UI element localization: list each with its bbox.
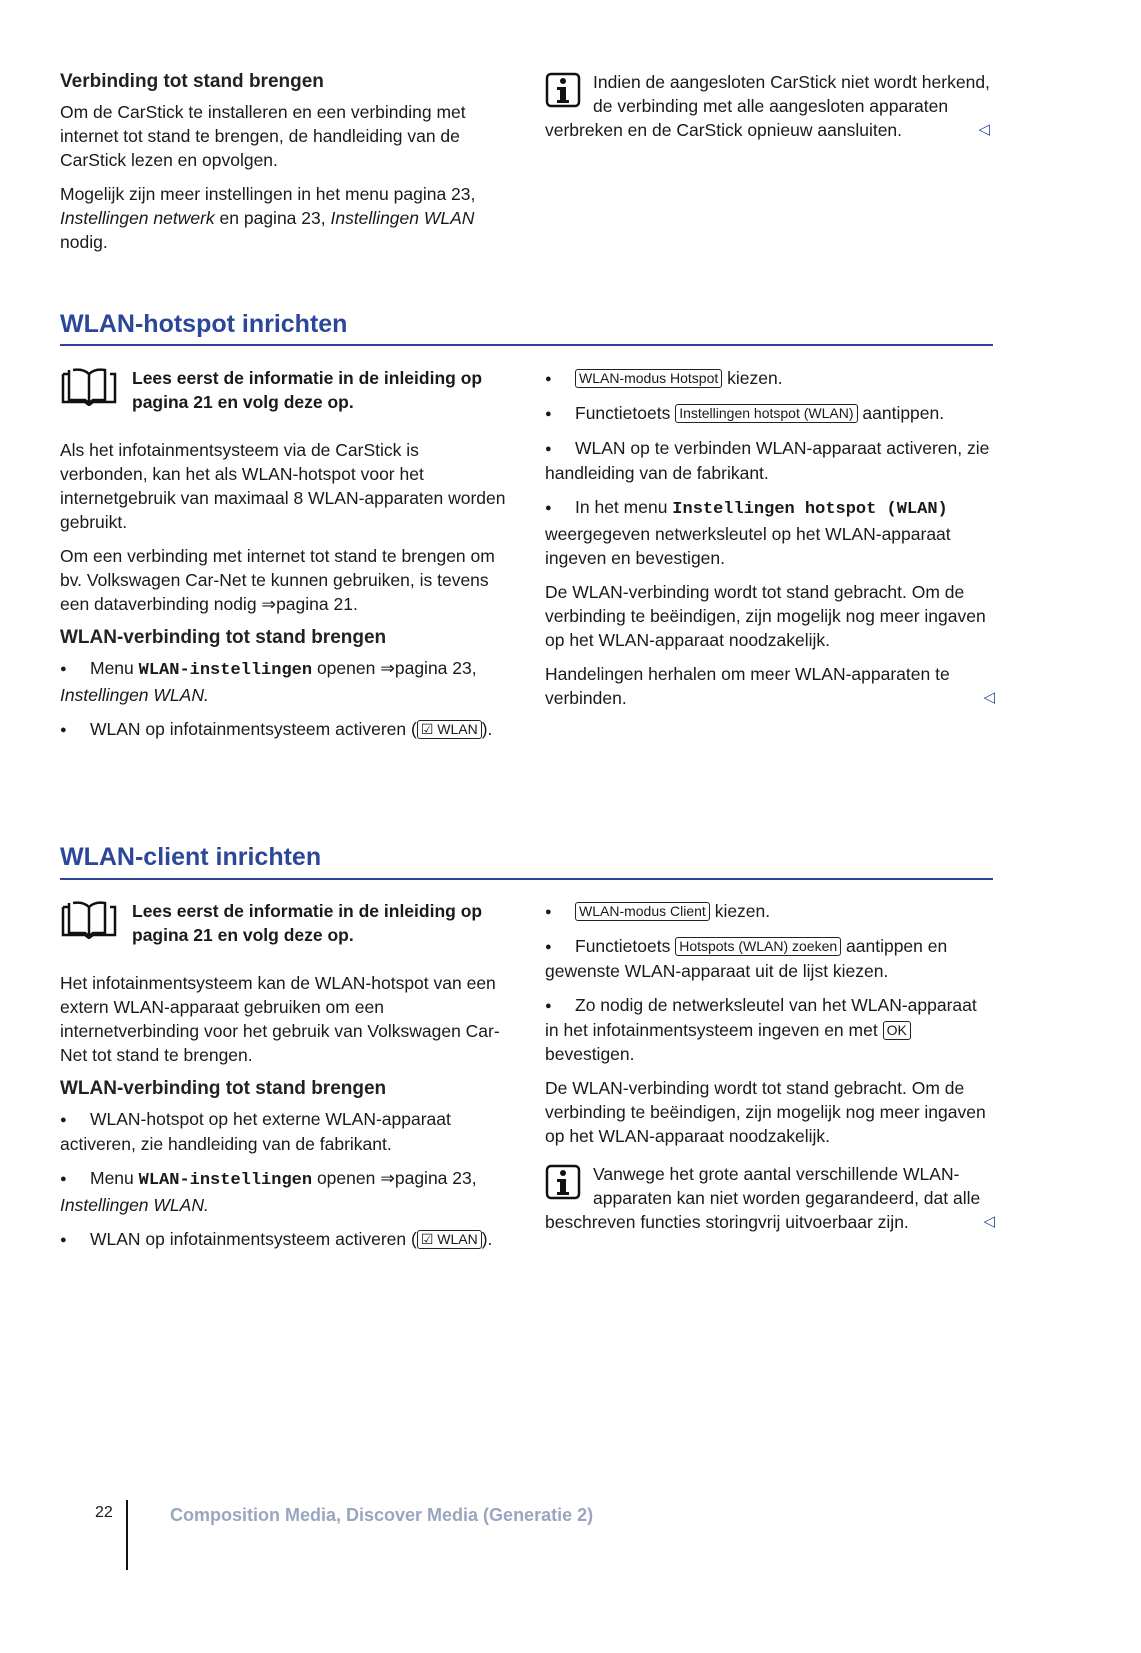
list-item xyxy=(545,934,995,983)
list-item xyxy=(545,366,995,391)
list-item xyxy=(60,656,508,707)
text-run: nodig. xyxy=(60,232,108,252)
paragraph xyxy=(60,971,508,1067)
italic-text: Instellingen netwerk xyxy=(60,208,215,228)
paragraph xyxy=(545,1076,995,1148)
list-item xyxy=(545,899,995,924)
section-divider xyxy=(60,878,993,880)
text-run: Menu xyxy=(90,658,139,678)
text-run: en pagina 23, xyxy=(214,208,331,228)
text-run: Zo nodig de netwerksleutel van het WLAN-apparaat in het infotainmentsysteem ingeven en met xyxy=(545,995,977,1040)
hotspot-left xyxy=(60,366,508,752)
end-marker-icon: ◁ xyxy=(983,1213,995,1230)
text-run: WLAN op infotainmentsysteem activeren ( xyxy=(90,1229,417,1249)
info-text xyxy=(545,70,990,142)
hotspot-right xyxy=(545,366,995,720)
info-box xyxy=(545,70,990,152)
text-run: Functietoets xyxy=(575,936,676,956)
text-run: Handelingen herhalen om meer WLAN-apparaten te verbinden. xyxy=(545,664,950,708)
info-text xyxy=(545,1162,995,1234)
list-item xyxy=(60,1166,508,1217)
read-first-note: Lees eerst de informatie in de inleiding op pagina 21 en volg deze op. xyxy=(60,899,508,947)
menu-name: WLAN-instellingen xyxy=(138,1171,313,1190)
paragraph xyxy=(60,544,508,616)
text-run: Functietoets xyxy=(575,403,676,423)
bullet-list xyxy=(545,366,995,570)
info-box xyxy=(545,1162,995,1234)
text-run: openen ⇒pagina 23, xyxy=(312,1168,477,1188)
end-marker-icon: ◁ xyxy=(978,121,990,138)
text-run: openen ⇒pagina 23, xyxy=(312,658,477,678)
menu-name: Instellingen hotspot (WLAN) xyxy=(672,500,948,519)
list-item xyxy=(545,401,995,426)
list-item xyxy=(60,1107,508,1156)
text-run: ). xyxy=(481,719,493,739)
subheading: WLAN-verbinding tot stand brengen xyxy=(60,1078,387,1099)
text-run: Vanwege het grote aantal verschillende WLAN-apparaten kan niet worden gegarandeerd, dat alle beschreven functies storingvrij uitvoerbaar zijn. xyxy=(545,1164,981,1232)
list-item xyxy=(545,993,995,1066)
footer-title: Composition Media, Discover Media (Generatie 2) xyxy=(170,1505,594,1525)
key-button: ☑ WLAN xyxy=(417,720,482,739)
text-run: kiezen. xyxy=(722,368,783,388)
section-divider xyxy=(60,344,993,346)
book-icon xyxy=(60,366,118,406)
text-run: bevestigen. xyxy=(545,1044,635,1064)
text-run: In het menu xyxy=(575,497,673,517)
menu-name: WLAN-instellingen xyxy=(138,661,313,680)
italic-text: Instellingen WLAN. xyxy=(60,1195,209,1215)
italic-text: Instellingen WLAN xyxy=(330,208,475,228)
client-right xyxy=(545,899,995,1244)
end-marker-icon: ◁ xyxy=(983,689,995,706)
subheading: WLAN-verbinding tot stand brengen xyxy=(60,627,387,648)
footer-divider xyxy=(126,1500,128,1570)
bullet-list xyxy=(545,899,995,1066)
text-run: Om de CarStick te installeren en een verbinding met internet tot stand te brengen, de handleiding van de CarStick lezen en opvolgen. xyxy=(60,102,466,170)
list-item xyxy=(60,1227,508,1252)
key-button: Hotspots (WLAN) zoeken xyxy=(675,937,841,956)
text-run: kiezen. xyxy=(709,901,771,921)
text-run: De WLAN-verbinding wordt tot stand gebracht. Om de verbinding te beëindigen, zijn mogelijk nog meer ingaven op het WLAN-apparaat noodzakelijk. xyxy=(545,582,986,650)
section-title: WLAN-client inrichten xyxy=(60,843,322,871)
italic-text: Instellingen WLAN. xyxy=(60,685,209,705)
text-run: Menu xyxy=(90,1168,139,1188)
key-button: WLAN-modus Client xyxy=(575,902,710,921)
text-run: Om een verbinding met internet tot stand te brengen om bv. Volkswagen Car-Net te kunnen gebruiken, is tevens een dataverbinding nodig ⇒pagina 21. xyxy=(60,546,495,614)
text-run: Het infotainmentsysteem kan de WLAN-hotspot van een extern WLAN-apparaat gebruiken om een internetverbinding voor het gebruik van Volkswagen Car-Net tot stand te brengen. xyxy=(60,973,500,1065)
text-run: De WLAN-verbinding wordt tot stand gebracht. Om de verbinding te beëindigen, zijn mogelijk nog meer ingaven op het WLAN-apparaat noodzakelijk. xyxy=(545,1078,986,1146)
paragraph xyxy=(545,580,995,652)
info-icon xyxy=(545,1164,581,1200)
key-button: WLAN-modus Hotspot xyxy=(575,369,722,388)
text-run: Indien de aangesloten CarStick niet wordt herkend, de verbinding met alle aangesloten apparaten verbreken en de CarStick opnieuw aansluiten. xyxy=(545,72,990,140)
list-item xyxy=(545,436,995,485)
intro-left xyxy=(60,70,500,264)
key-button: OK xyxy=(883,1021,911,1040)
text-run: WLAN op infotainmentsysteem activeren ( xyxy=(90,719,417,739)
paragraph xyxy=(60,182,500,254)
subheading: Verbinding tot stand brengen xyxy=(60,71,324,92)
text-run: aantippen. xyxy=(857,403,945,423)
book-icon xyxy=(60,899,118,939)
bullet-list xyxy=(60,656,508,742)
key-button: Instellingen hotspot (WLAN) xyxy=(675,404,857,423)
page-number: 22 xyxy=(95,1504,113,1521)
text-run: ). xyxy=(481,1229,493,1249)
text-run: WLAN op te verbinden WLAN-apparaat activeren, zie handleiding van de fabrikant. xyxy=(545,438,990,483)
text-run: WLAN-hotspot op het externe WLAN-apparaat activeren, zie handleiding van de fabrikant. xyxy=(60,1109,451,1154)
section-title: WLAN-hotspot inrichten xyxy=(60,310,348,338)
list-item xyxy=(60,717,508,742)
info-icon xyxy=(545,72,581,108)
text-run: aantippen en gewenste WLAN-apparaat uit de lijst kiezen. xyxy=(545,936,948,981)
read-first-note: Lees eerst de informatie in de inleiding op pagina 21 en volg deze op. xyxy=(60,366,508,414)
paragraph xyxy=(60,438,508,534)
text-run: Mogelijk zijn meer instellingen in het menu pagina 23, xyxy=(60,184,476,204)
key-button: ☑ WLAN xyxy=(417,1230,482,1249)
text-run: Als het infotainmentsysteem via de CarStick is verbonden, kan het als WLAN-hotspot voor het internetgebruik van maximaal 8 WLAN-apparaten worden gebruikt. xyxy=(60,440,506,532)
paragraph xyxy=(545,662,995,710)
client-left xyxy=(60,899,508,1262)
bullet-list xyxy=(60,1107,508,1252)
list-item xyxy=(545,495,995,570)
paragraph xyxy=(60,100,500,172)
text-run: weergegeven netwerksleutel op het WLAN-apparaat ingeven en bevestigen. xyxy=(545,524,951,568)
